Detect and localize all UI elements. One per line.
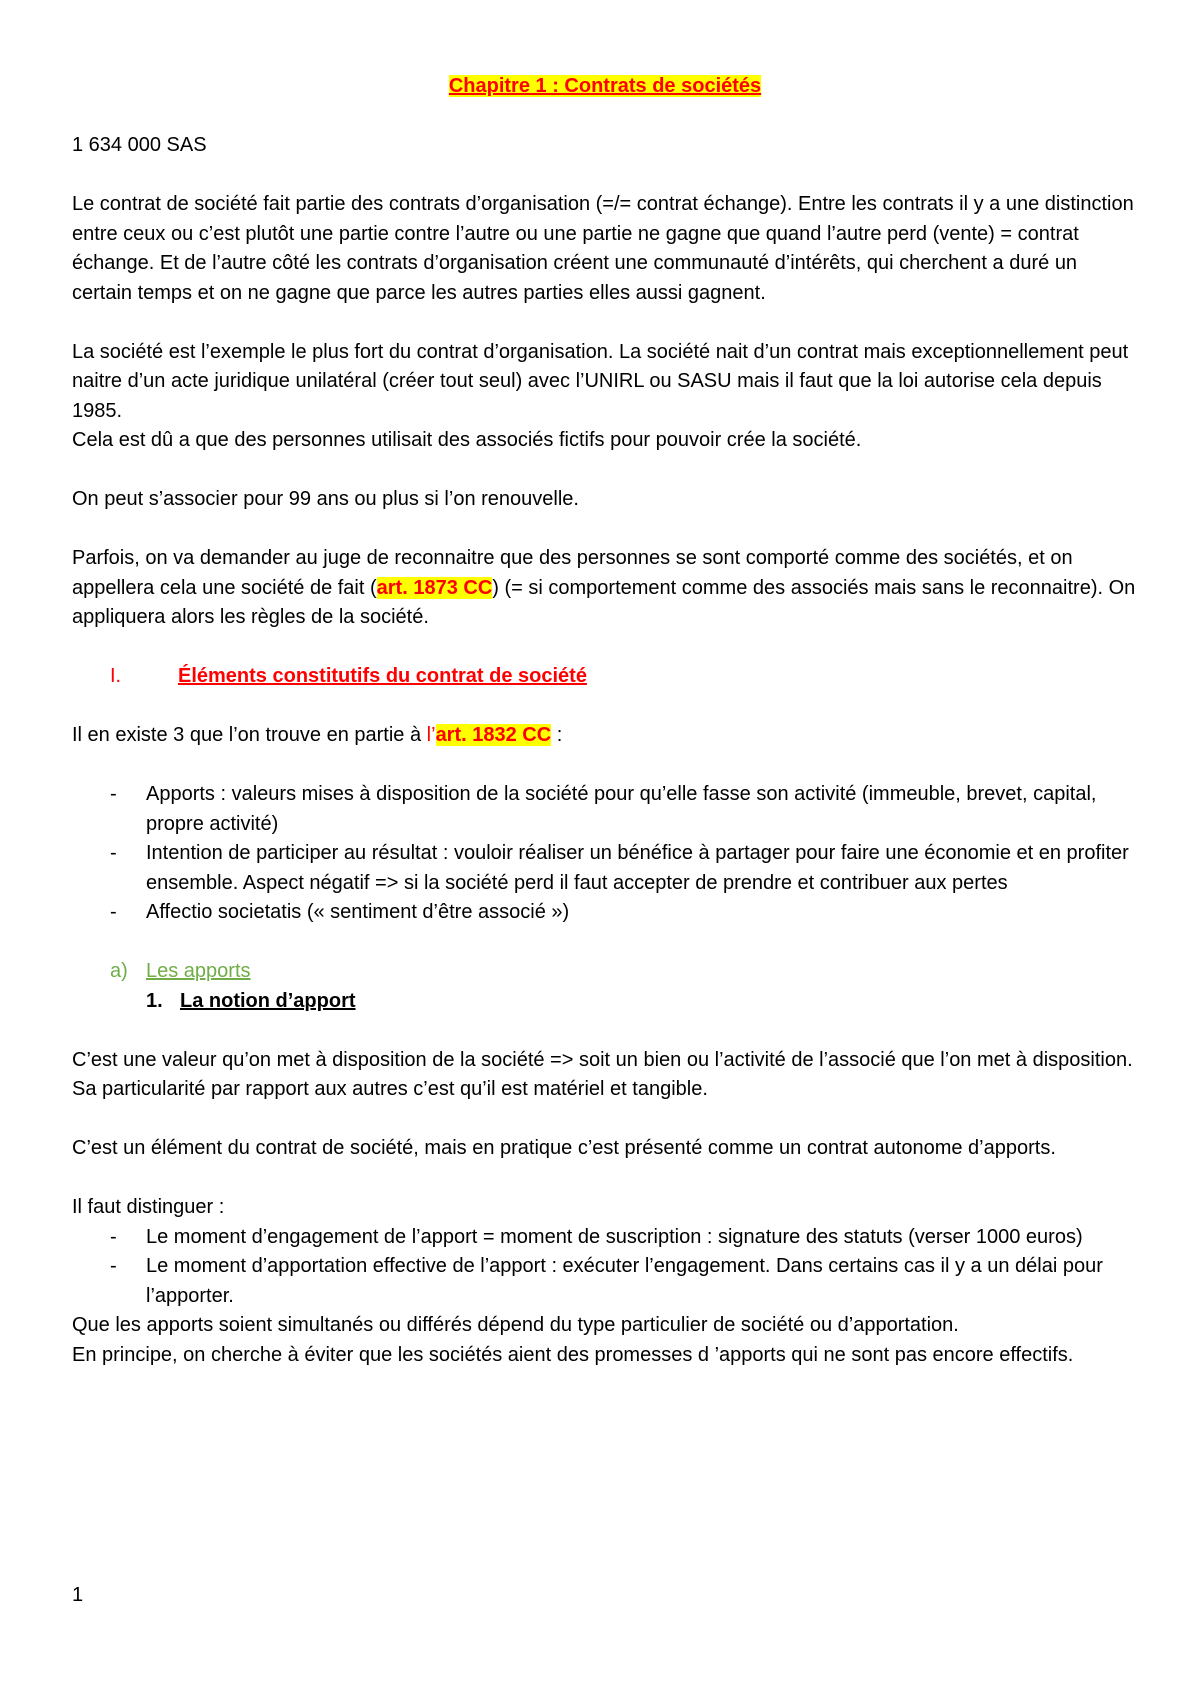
section-intro-text: Il en existe 3 que l’on trouve en partie à xyxy=(72,724,427,746)
paragraph-notion-contrat-autonome: C’est un élément du contrat de société, mais en pratique c’est présenté comme un contrat autonome d’apports. xyxy=(72,1137,1056,1159)
societe-de-fait-text-before: Parfois, on va demander au juge de reconnaitre que des personnes se sont comporté comme des sociétés, et on appellera cela une société de fait ( xyxy=(72,547,1073,599)
paragraph-associes-fictifs: Cela est dû a que des personnes utilisait des associés fictifs pour pouvoir crée la société. xyxy=(72,429,862,451)
document-body xyxy=(72,72,1138,1370)
section-number: I. xyxy=(110,665,122,687)
article-1873-ref: art. 1873 CC xyxy=(376,576,493,599)
section-title: Éléments constitutifs du contrat de société xyxy=(178,665,587,687)
chapter-title xyxy=(72,72,1138,102)
list-item-text: Le moment d’apportation effective de l’apport : exécuter l’engagement. Dans certains cas il y a un délai pour l’apporter. xyxy=(146,1255,1103,1307)
subsection-letter: a) xyxy=(110,960,128,982)
subsection-title: Les apports xyxy=(146,960,251,982)
paragraph-societe-de-fait xyxy=(72,544,1138,633)
societe-de-fait-text-after: ) (= si comportement comme des associés mais sans le reconnaitre). On appliquera alors les règles de la société. xyxy=(72,576,1136,628)
subsubsection-number: 1. xyxy=(146,989,163,1012)
chapter-title-text: Chapitre 1 : Contrats de sociétés xyxy=(448,75,762,97)
moments-list xyxy=(72,1223,1138,1312)
paragraph-notion-particularite: Sa particularité par rapport aux autres c’est qu’il est matériel et tangible. xyxy=(72,1078,708,1100)
list-item: - Le moment d’engagement de l’apport = moment de suscription : signature des statuts (verser 1000 euros) xyxy=(110,1225,1083,1248)
paragraph-principe: En principe, on cherche à éviter que les sociétés aient des promesses d ’apports qui ne sont pas encore effectifs. xyxy=(72,1343,1074,1366)
elements-list xyxy=(72,780,1138,928)
paragraph-apports-simultanes: Que les apports soient simultanés ou différés dépend du type particulier de société ou d’apportation. xyxy=(72,1314,959,1336)
paragraph-notion-definition: C’est une valeur qu’on met à disposition de la société => soit un bien ou l’activité de l’associé que l’on met à disposition. xyxy=(72,1048,1133,1071)
list-item: - Le moment d’apportation effective de l’apport : exécuter l’engagement. Dans certains cas il y a un délai pour l’apporter. xyxy=(110,1255,1103,1307)
list-item: - Intention de participer au résultat : vouloir réaliser un bénéfice à partager pour faire une économie et en profiter ensemble. Aspect négatif => si la société perd il faut accepter de prendre et contribuer aux pertes xyxy=(110,842,1129,894)
list-item-text: Affectio societatis (« sentiment d’être associé ») xyxy=(146,901,570,923)
paragraph-contract-organisation: Le contrat de société fait partie des contrats d’organisation (=/= contrat échange). Entre les contrats il y a une distinction entre ceux ou c’est plutôt une partie contre l’autre ou une partie ne gagne que quand l’autre perd (vente) = contrat échange. Et de l’autre côté les contrats d’organisation créent une communauté d’intérêts, qui cherchent a duré un certain temps et on ne gagne que parce les autres parties elles aussi gagnent. xyxy=(72,193,1134,304)
subsubsection-title: La notion d’apport xyxy=(180,989,356,1012)
article-1832-ref: art. 1832 CC xyxy=(435,724,552,746)
list-item-text: Le moment d’engagement de l’apport = moment de suscription : signature des statuts (verser 1000 euros) xyxy=(146,1225,1083,1248)
list-item: - Affectio societatis (« sentiment d’être associé ») xyxy=(110,901,570,923)
section-heading-elements xyxy=(72,662,1138,692)
subsection-heading-apports xyxy=(72,957,1138,987)
list-item: - Apports : valeurs mises à disposition de la société pour qu’elle fasse son activité (immeuble, brevet, capital, propre activité) xyxy=(110,783,1097,835)
section-intro xyxy=(72,721,1138,751)
list-item-text: Intention de participer au résultat : vouloir réaliser un bénéfice à partager pour faire une économie et en profiter ensemble. Aspect négatif => si la société perd il faut accepter de prendre et contribuer aux pertes xyxy=(146,842,1129,894)
paragraph-distinguer: Il faut distinguer : xyxy=(72,1196,225,1218)
paragraph-societe-example: La société est l’exemple le plus fort du contrat d’organisation. La société nait d’un contrat mais exceptionnellement peut naitre d’un acte juridique unilatéral (créer tout seul) avec l’UNIRL ou SASU mais il faut que la loi autorise cela depuis 1985. xyxy=(72,340,1129,422)
page-number: 1 xyxy=(72,1584,84,1606)
section-intro-colon: : xyxy=(551,724,563,746)
stat-line: 1 634 000 SAS xyxy=(72,134,207,156)
list-item-text: Apports : valeurs mises à disposition de la société pour qu’elle fasse son activité (immeuble, brevet, capital, propre activité) xyxy=(146,783,1097,835)
subsubsection-heading-notion xyxy=(72,987,1138,1017)
section-intro-l: l’ xyxy=(426,724,436,746)
paragraph-duration: On peut s’associer pour 99 ans ou plus si l’on renouvelle. xyxy=(72,488,579,510)
